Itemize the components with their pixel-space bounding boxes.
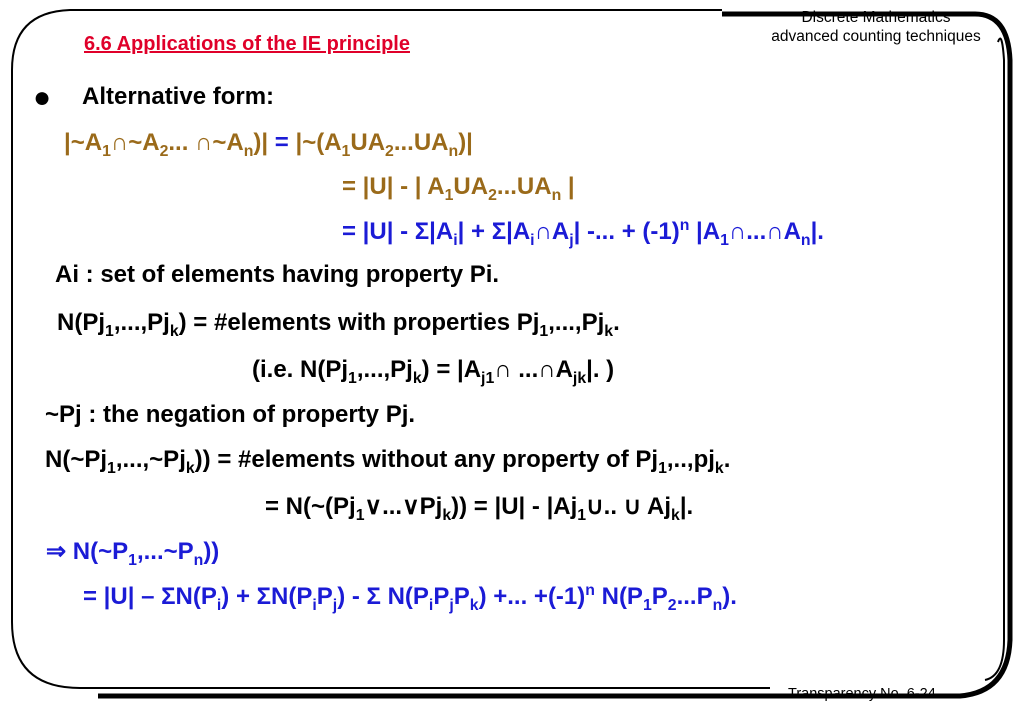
implication-line: ⇒ $N(\sim P_1,...\sim P_n)$) (46, 538, 220, 569)
definition-ie-note: (i.e. $N(Pj_1,...,Pj_k)$ = $|A_{j1}\cap$ $...\cap A_{jk}|$. ) (252, 356, 615, 387)
definition-n-pj: $N(Pj_1,...,Pj_k)$ = #elements with properties $Pj_1,...,Pj_k$. (57, 309, 620, 340)
slide-title: 6.6 Applications of the IE principle (84, 33, 410, 55)
course-subtitle: advanced counting techniques (771, 28, 981, 45)
course-header (750, 8, 1002, 46)
definition-n-not-pj: $N(\sim Pj_1,...,\sim Pj_k)$) = #elements without any property of $Pj_1,..,pj_k$. (45, 446, 731, 477)
definition-ai: Ai : set of elements having property Pi. (55, 261, 500, 288)
formula-line-2: = |U| - | $A_1UA_2...UA_n$ | (342, 173, 575, 204)
transparency-number: Transparency No. 6-24 (788, 686, 936, 702)
formula-line-complement: = $N(\sim(Pj_1\vee...\vee Pj_k)) = |U|$ - $|Aj_1\cup$.. ∪ $Aj_k|$. (265, 493, 694, 524)
formula-line-1: $|\sim A_1\cap\sim A_2$... $\cap\sim A_n)|$ = $|\sim(A_1UA_2...UA_n)|$ (64, 129, 473, 160)
bullet-dot-icon: ● (33, 81, 52, 114)
line-alternative-form: Alternative form: (82, 83, 275, 110)
formula-line-final: = $|U| - \Sigma N(P_i) + \Sigma N(P_iP_j) - \Sigma$ $N(P_iP_jP_k)$ +... $+(-1)^n$ $N(P_1P_2...P_n)$. (83, 582, 737, 614)
course-title: Discrete Mathematics (801, 9, 951, 26)
formula-line-3: = $|U| - \Sigma|A_i|$ + $\Sigma|A_i\cap A_j|$ -... + $(-1)^n$ $|A_1\cap...\cap A_n|$. (342, 217, 824, 249)
definition-negation: ~Pj : the negation of property Pj. (45, 401, 416, 428)
